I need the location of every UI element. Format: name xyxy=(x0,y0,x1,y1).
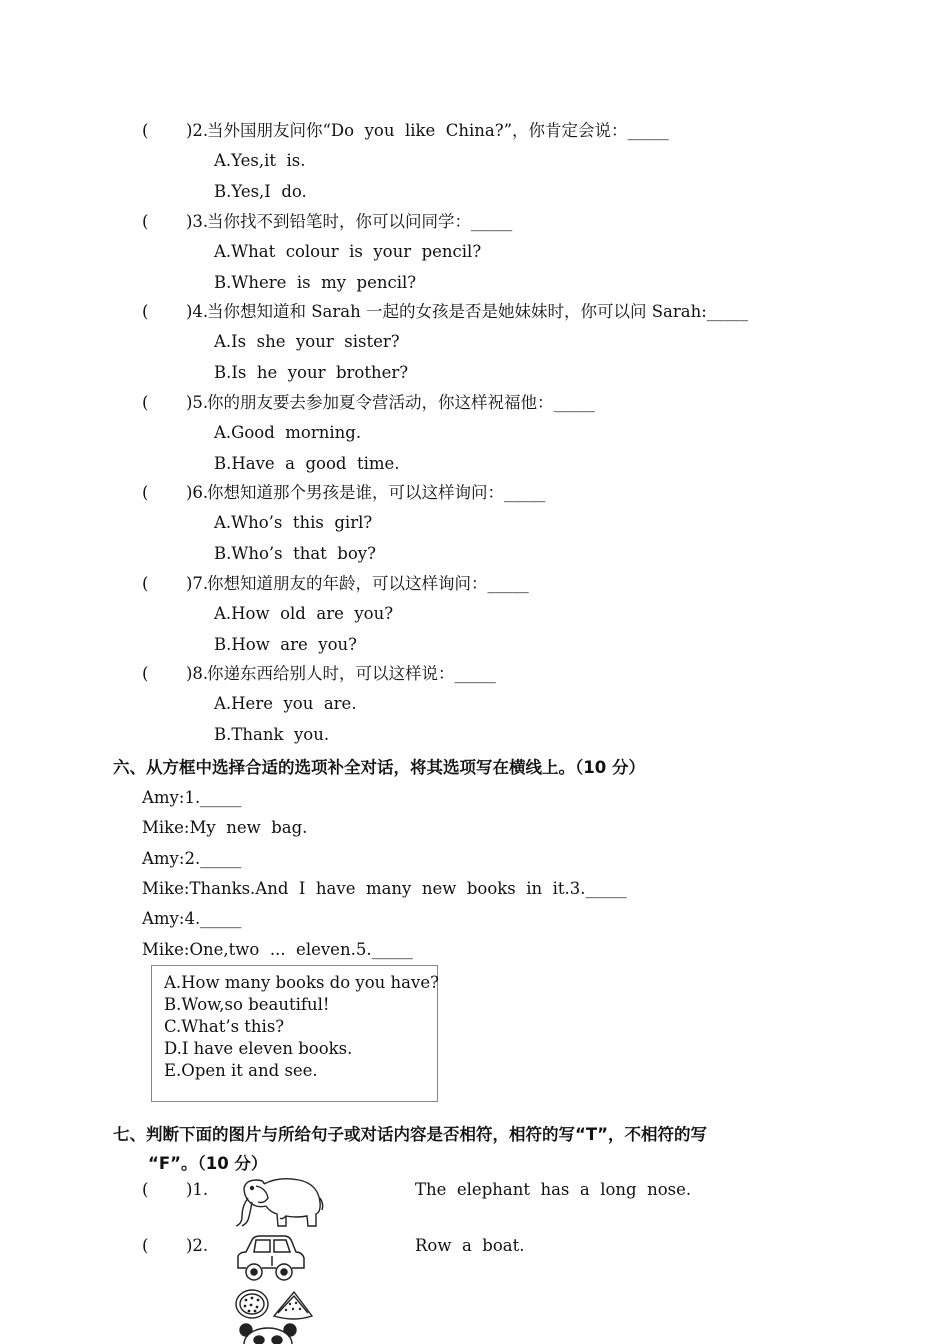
option-a: A.Is she your sister? xyxy=(214,332,400,351)
question-prompt: 你想知道那个男孩是谁，可以这样询问：_____ xyxy=(207,483,546,502)
option-b: B.Who’s that boy? xyxy=(214,544,376,563)
option-b: B.Is he your brother? xyxy=(214,363,409,382)
item-number: )1. xyxy=(186,1180,209,1199)
option-b: B.Yes,I do. xyxy=(214,182,307,201)
dialogue-line-2: Mike:My new bag. xyxy=(142,818,308,837)
question-prompt: 你递东西给别人时，可以这样说：_____ xyxy=(207,664,496,683)
option-a: A.Good morning. xyxy=(214,423,362,442)
question-number: )5. xyxy=(186,393,209,412)
item-sentence: The elephant has a long nose. xyxy=(415,1180,692,1199)
section7-title-line1: 七、判断下面的图片与所给句子或对话内容是否相符，相符的写“T”，不相符的写 xyxy=(113,1125,707,1144)
option-a: A.What colour is your pencil? xyxy=(214,242,482,261)
answer-paren: ( xyxy=(142,483,149,502)
dialogue-line-5: Amy:4._____ xyxy=(142,909,242,928)
question-number: )8. xyxy=(186,664,209,683)
section7-title-line2: “F”。（10 分） xyxy=(148,1154,268,1173)
option-a: A.Here you are. xyxy=(214,694,357,713)
answer-paren: ( xyxy=(142,393,149,412)
option-a: A.Yes,it is. xyxy=(214,151,306,170)
option-b: B.Thank you. xyxy=(214,725,330,744)
answer-paren: ( xyxy=(142,1180,149,1199)
question-number: )3. xyxy=(186,212,209,231)
question-prompt: 当你想知道和 Sarah 一起的女孩是否是她妹妹时，你可以问 Sarah:_____ xyxy=(207,302,749,321)
panda-icon xyxy=(234,1322,304,1344)
question-number: )2. xyxy=(186,121,209,140)
dialogue-line-4: Mike:Thanks.And I have many new books in it.3._____ xyxy=(142,879,627,898)
question-prompt: 你的朋友要去参加夏令营活动，你这样祝福他：_____ xyxy=(207,393,595,412)
question-prompt: 当你找不到铅笔时，你可以问同学：_____ xyxy=(207,212,513,231)
answer-paren: ( xyxy=(142,574,149,593)
elephant-icon xyxy=(234,1174,324,1230)
dialogue-line-6: Mike:One,two ... eleven.5._____ xyxy=(142,940,413,959)
question-prompt: 你想知道朋友的年龄，可以这样询问：_____ xyxy=(207,574,529,593)
question-number: )7. xyxy=(186,574,209,593)
option-a: A.How old are you? xyxy=(214,604,394,623)
option-a: A.Who’s this girl? xyxy=(214,513,373,532)
car-icon xyxy=(234,1234,306,1282)
option-b: B.Where is my pencil? xyxy=(214,273,417,292)
question-number: )6. xyxy=(186,483,209,502)
answer-paren: ( xyxy=(142,121,149,140)
section6-title: 六、从方框中选择合适的选项补全对话，将其选项写在横线上。（10 分） xyxy=(113,758,645,777)
option-a: A.How many books do you have? xyxy=(164,973,439,992)
watermelon-icon xyxy=(234,1286,314,1322)
question-number: )4. xyxy=(186,302,209,321)
answer-paren: ( xyxy=(142,664,149,683)
answer-paren: ( xyxy=(142,212,149,231)
option-b: B.Have a good time. xyxy=(214,454,400,473)
option-c: C.What’s this? xyxy=(164,1017,285,1036)
answer-paren: ( xyxy=(142,302,149,321)
question-prompt: 当外国朋友问你“Do you like China?”，你肯定会说：_____ xyxy=(207,121,669,140)
item-number: )2. xyxy=(186,1236,209,1255)
option-e: E.Open it and see. xyxy=(164,1061,318,1080)
options-box xyxy=(151,965,438,1102)
item-sentence: Row a boat. xyxy=(415,1236,525,1255)
option-b: B.Wow,so beautiful! xyxy=(164,995,330,1014)
answer-paren: ( xyxy=(142,1236,149,1255)
dialogue-line-1: Amy:1._____ xyxy=(142,788,242,807)
option-d: D.I have eleven books. xyxy=(164,1039,353,1058)
dialogue-line-3: Amy:2._____ xyxy=(142,849,242,868)
option-b: B.How are you? xyxy=(214,635,358,654)
